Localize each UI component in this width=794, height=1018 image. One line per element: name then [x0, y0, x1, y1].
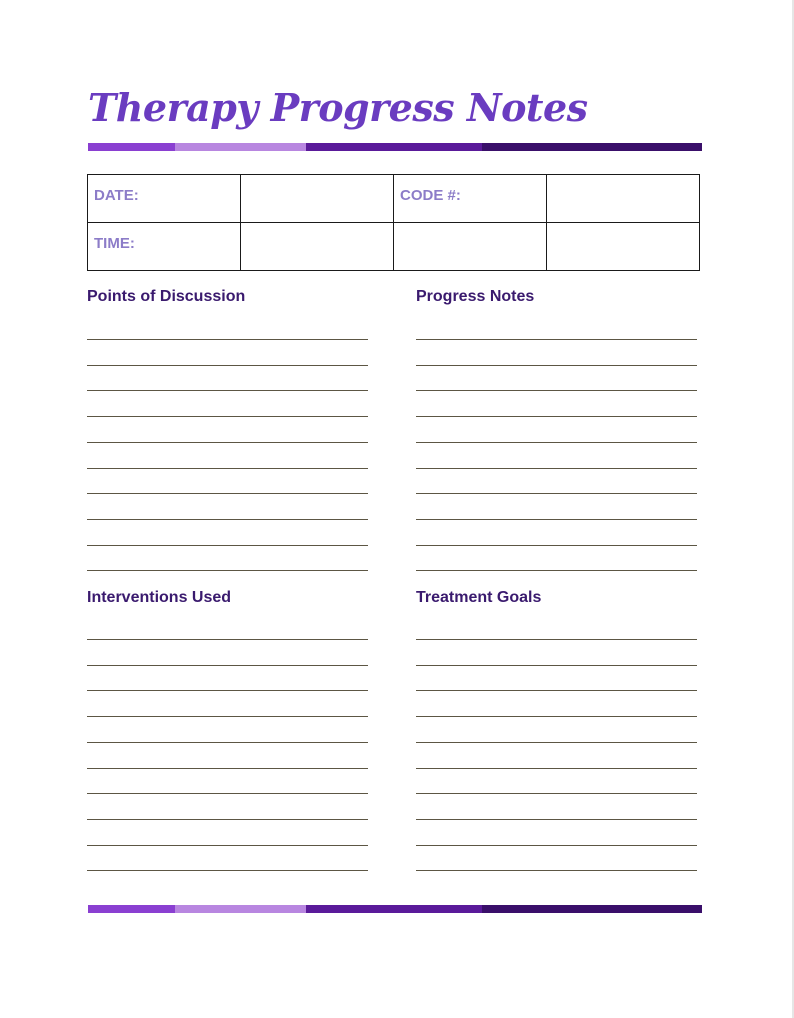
points-of-discussion-section	[87, 287, 369, 307]
time-label-cell	[88, 223, 241, 271]
time-field[interactable]	[241, 223, 394, 271]
writing-line[interactable]	[416, 768, 697, 769]
writing-line[interactable]	[87, 716, 368, 717]
time-label: TIME:	[94, 235, 135, 252]
writing-line[interactable]	[416, 339, 697, 340]
writing-line[interactable]	[416, 570, 697, 571]
interventions-used-section	[87, 588, 369, 608]
date-label: DATE:	[94, 187, 139, 204]
writing-line[interactable]	[87, 468, 368, 469]
bottom-color-bar	[88, 905, 702, 913]
writing-line[interactable]	[416, 690, 697, 691]
writing-line[interactable]	[87, 690, 368, 691]
session-info-table	[87, 174, 700, 271]
info-row-time	[88, 223, 700, 271]
top-color-bar	[88, 143, 702, 151]
code-label: CODE #:	[400, 187, 461, 204]
writing-line[interactable]	[416, 365, 697, 366]
writing-line[interactable]	[87, 339, 368, 340]
writing-line[interactable]	[87, 870, 368, 871]
points-of-discussion-title: Points of Discussion	[87, 288, 246, 305]
code-label-cell	[394, 175, 547, 223]
writing-line[interactable]	[87, 768, 368, 769]
writing-line[interactable]	[87, 819, 368, 820]
info-row-date	[88, 175, 700, 223]
bar-segment-3	[306, 905, 482, 913]
extra-field-2[interactable]	[547, 223, 700, 271]
writing-line[interactable]	[416, 639, 697, 640]
writing-line[interactable]	[416, 390, 697, 391]
date-label-cell	[88, 175, 241, 223]
writing-line[interactable]	[87, 845, 368, 846]
bar-segment-1	[88, 143, 175, 151]
writing-line[interactable]	[416, 819, 697, 820]
date-field[interactable]	[241, 175, 394, 223]
bar-segment-4	[482, 905, 702, 913]
writing-line[interactable]	[87, 793, 368, 794]
extra-field-1[interactable]	[394, 223, 547, 271]
writing-line[interactable]	[87, 365, 368, 366]
code-field[interactable]	[547, 175, 700, 223]
bar-segment-2	[175, 905, 306, 913]
writing-line[interactable]	[87, 390, 368, 391]
writing-line[interactable]	[416, 519, 697, 520]
writing-line[interactable]	[416, 416, 697, 417]
treatment-goals-title: Treatment Goals	[416, 589, 542, 606]
writing-line[interactable]	[416, 665, 697, 666]
writing-line[interactable]	[87, 570, 368, 571]
writing-line[interactable]	[87, 545, 368, 546]
writing-line[interactable]	[87, 639, 368, 640]
writing-line[interactable]	[416, 545, 697, 546]
bar-segment-2	[175, 143, 306, 151]
writing-line[interactable]	[87, 493, 368, 494]
writing-line[interactable]	[416, 870, 697, 871]
writing-line[interactable]	[416, 442, 697, 443]
interventions-used-title: Interventions Used	[87, 589, 232, 606]
bar-segment-1	[88, 905, 175, 913]
page-title: Therapy Progress Notes	[88, 85, 588, 130]
writing-line[interactable]	[87, 519, 368, 520]
writing-line[interactable]	[87, 442, 368, 443]
progress-notes-title: Progress Notes	[416, 288, 535, 305]
writing-line[interactable]	[416, 793, 697, 794]
writing-line[interactable]	[416, 716, 697, 717]
writing-line[interactable]	[87, 742, 368, 743]
writing-line[interactable]	[416, 493, 697, 494]
treatment-goals-section	[416, 588, 698, 608]
writing-line[interactable]	[87, 665, 368, 666]
writing-line[interactable]	[87, 416, 368, 417]
writing-line[interactable]	[416, 742, 697, 743]
progress-notes-section	[416, 287, 698, 307]
bar-segment-4	[482, 143, 702, 151]
writing-line[interactable]	[416, 468, 697, 469]
writing-line[interactable]	[416, 845, 697, 846]
bar-segment-3	[306, 143, 482, 151]
